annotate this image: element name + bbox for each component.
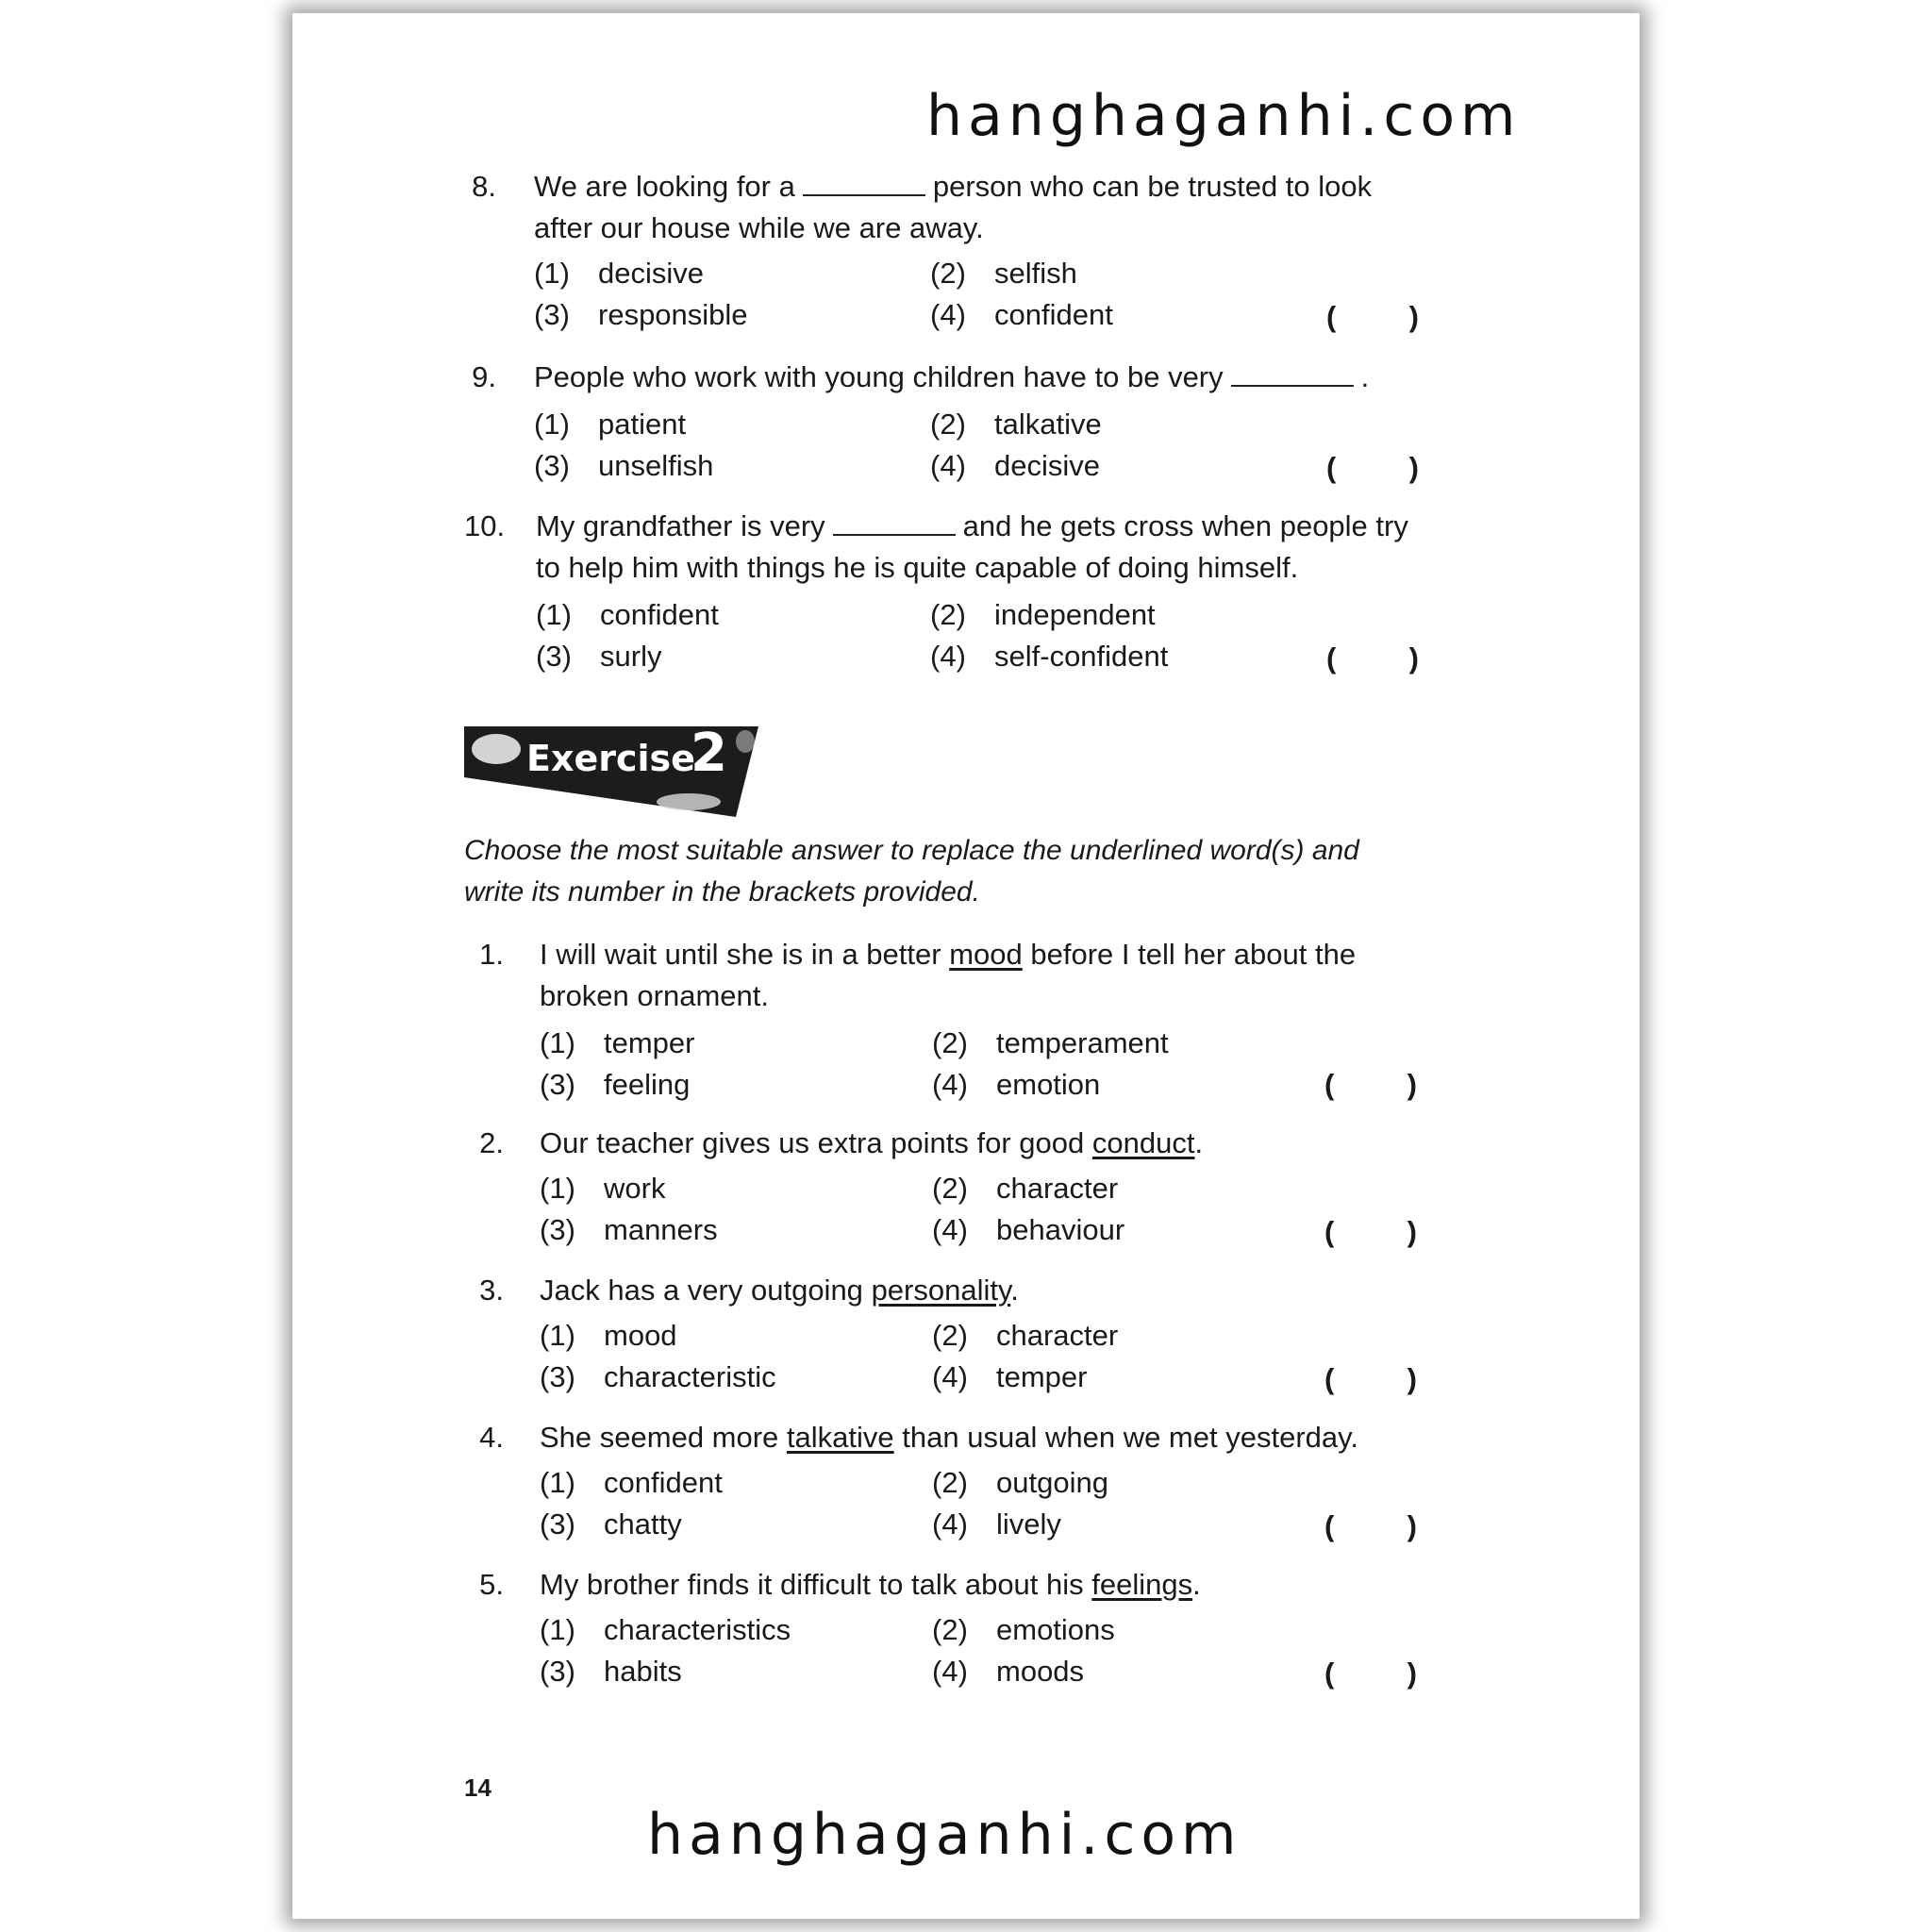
underlined-word: personality: [871, 1274, 1011, 1307]
question-number: 4.: [479, 1421, 504, 1454]
watermark-top: hanghaganhi.com: [926, 83, 1522, 149]
option: (2) talkative: [930, 408, 1102, 441]
option: (1) confident: [536, 598, 719, 631]
option: (1) temper: [540, 1026, 695, 1059]
question-text-line2: to help him with things he is quite capable of doing himself.: [536, 551, 1299, 584]
question-number: 10.: [464, 509, 506, 542]
option: (2) character: [932, 1172, 1119, 1205]
option: (2) character: [932, 1319, 1119, 1352]
option: (2) selfish: [930, 257, 1077, 290]
underlined-word: conduct: [1091, 1126, 1195, 1159]
exercise-number: 2: [691, 723, 727, 784]
option: (1) work: [540, 1172, 666, 1205]
option: (2) emotions: [932, 1613, 1115, 1646]
option: (2) outgoing: [932, 1466, 1108, 1499]
answer-bracket[interactable]: ( ): [1324, 1362, 1417, 1395]
question-text: I will wait until she is in a better mood before I tell her about the: [540, 938, 1357, 971]
option: (3) chatty: [540, 1507, 682, 1541]
question-text: People who work with young children have to be very .: [534, 360, 1370, 393]
option: (3) responsible: [534, 298, 748, 331]
option: (4) lively: [932, 1507, 1061, 1541]
option: (2) independent: [930, 598, 1156, 631]
question-number: 2.: [479, 1126, 504, 1159]
question-number: 1.: [479, 938, 504, 971]
answer-blank: [1231, 360, 1354, 387]
option: (1) characteristics: [540, 1613, 791, 1646]
option: (1) decisive: [534, 257, 704, 290]
answer-bracket[interactable]: ( ): [1324, 1509, 1417, 1542]
option: (3) habits: [540, 1655, 682, 1688]
watermark-bottom: hanghaganhi.com: [647, 1802, 1242, 1868]
option: (4) self-confident: [930, 640, 1169, 673]
underlined-word: mood: [949, 938, 1023, 971]
question-number: 9.: [472, 360, 496, 393]
option: (1) mood: [540, 1319, 677, 1352]
option: (4) decisive: [930, 449, 1100, 482]
option: (3) characteristic: [540, 1360, 776, 1393]
option: (1) patient: [534, 408, 687, 441]
answer-blank: [803, 170, 925, 196]
question-text: She seemed more talkative than usual when we met yesterday.: [540, 1421, 1358, 1454]
option: (4) moods: [932, 1655, 1085, 1688]
answer-bracket[interactable]: ( ): [1326, 300, 1419, 333]
question-text: My brother finds it difficult to talk about his feelings.: [540, 1568, 1201, 1601]
question-text: Our teacher gives us extra points for good conduct.: [540, 1126, 1204, 1159]
option: (4) confident: [930, 298, 1113, 331]
question-text-line2: after our house while we are away.: [534, 211, 984, 244]
option: (3) manners: [540, 1213, 718, 1246]
answer-bracket[interactable]: ( ): [1324, 1068, 1417, 1101]
option: (3) surly: [536, 640, 662, 673]
option: (2) temperament: [932, 1026, 1169, 1059]
option: (4) temper: [932, 1360, 1088, 1393]
question-number: 3.: [479, 1274, 504, 1307]
exercise-label: Exercise: [526, 738, 695, 779]
answer-bracket[interactable]: ( ): [1326, 641, 1419, 675]
option: (1) confident: [540, 1466, 723, 1499]
option: (3) feeling: [540, 1068, 691, 1101]
question-text: My grandfather is very and he gets cross when people try: [536, 509, 1408, 542]
option: (4) emotion: [932, 1068, 1101, 1101]
question-text: Jack has a very outgoing personality.: [540, 1274, 1019, 1307]
question-text: We are looking for a person who can be trusted to look: [534, 170, 1373, 203]
option: (4) behaviour: [932, 1213, 1125, 1246]
answer-bracket[interactable]: ( ): [1326, 451, 1419, 484]
underlined-word: feelings: [1091, 1568, 1193, 1601]
answer-blank: [833, 509, 956, 536]
page-number: 14: [464, 1774, 491, 1802]
underlined-word: talkative: [786, 1421, 894, 1454]
answer-bracket[interactable]: ( ): [1324, 1215, 1417, 1248]
question-text-line2: broken ornament.: [540, 979, 769, 1012]
question-number: 8.: [472, 170, 496, 203]
answer-bracket[interactable]: ( ): [1324, 1657, 1417, 1690]
question-number: 5.: [479, 1568, 504, 1601]
option: (3) unselfish: [534, 449, 714, 482]
exercise-instruction: Choose the most suitable answer to replace the underlined word(s) and write its number in the brackets provided.: [464, 835, 1359, 908]
